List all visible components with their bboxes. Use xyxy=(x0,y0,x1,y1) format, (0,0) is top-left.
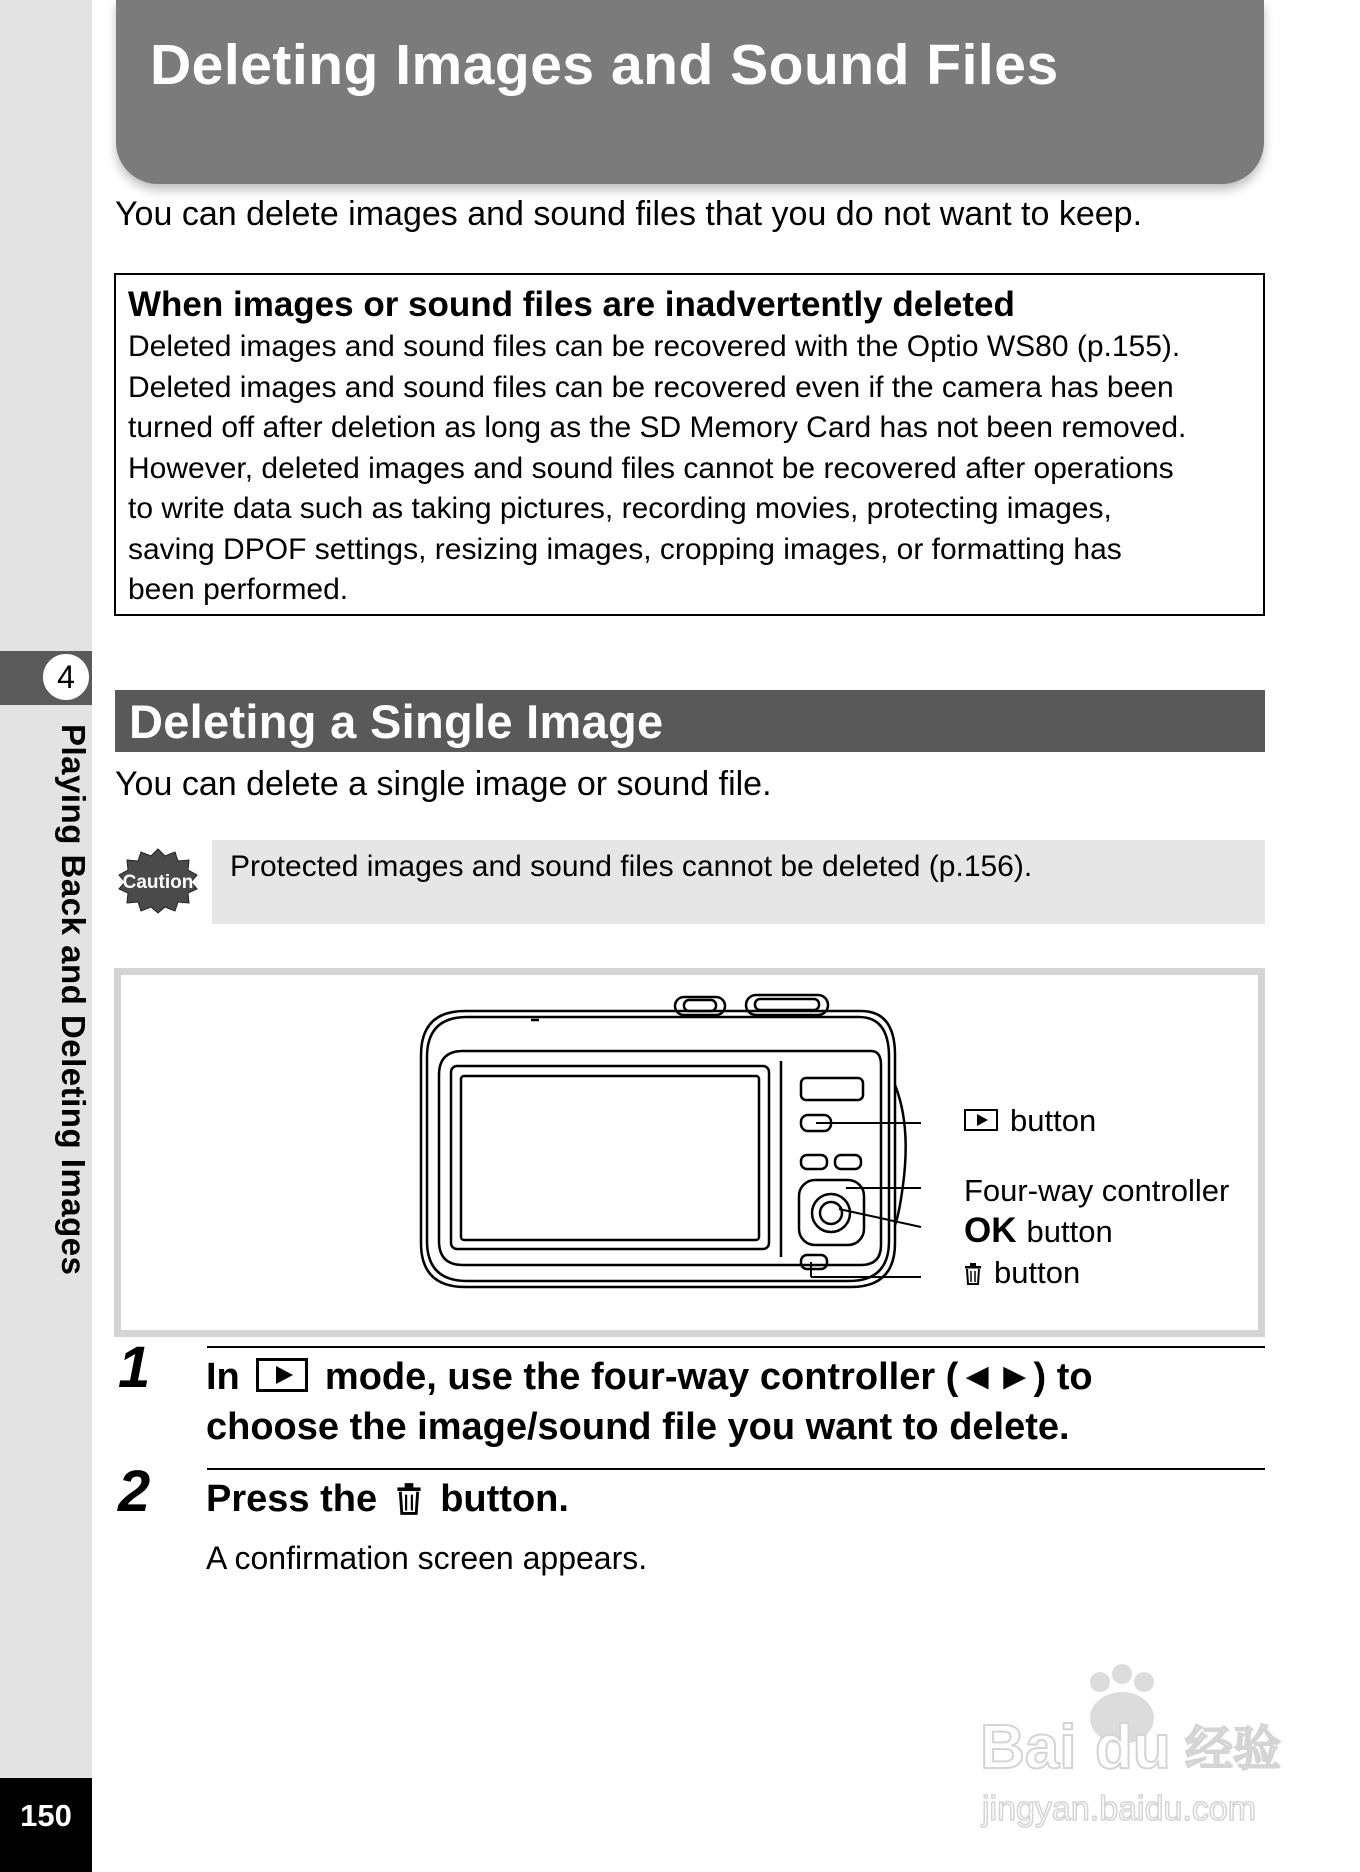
baidu-watermark xyxy=(960,1660,1300,1835)
info-line: been performed. xyxy=(128,573,349,606)
callout-trash: button xyxy=(964,1255,1080,1291)
caution-box xyxy=(212,840,1265,924)
info-line: turned off after deletion as long as the SD Memory Card has not been removed. xyxy=(128,411,1187,444)
info-line: However, deleted images and sound files cannot be recovered after operations xyxy=(128,451,1174,485)
playback-icon xyxy=(964,1109,998,1131)
info-box xyxy=(114,273,1265,616)
chapter-number: 4 xyxy=(40,651,92,703)
info-line: Deleted images and sound files can be recovered even if the camera has been xyxy=(128,370,1174,404)
svg-text:经验: 经验 xyxy=(1185,1721,1282,1777)
section-title: Deleting a Single Image xyxy=(129,695,664,748)
section-intro: You can delete a single image or sound file. xyxy=(115,765,772,803)
section-bar xyxy=(115,690,1265,752)
caution-text: Protected images and sound files cannot be deleted (p.156). xyxy=(230,850,1033,883)
info-line: Deleted images and sound files can be recovered with the Optio WS80 (p.155). xyxy=(128,330,1181,363)
info-heading: When images or sound files are inadvertently deleted xyxy=(128,285,1015,324)
ok-label: OK xyxy=(964,1211,1017,1250)
playback-icon xyxy=(256,1358,308,1392)
info-line: to write data such as taking pictures, recording movies, protecting images, xyxy=(128,492,1112,525)
step-1-text: In mode, use the four-way controller (◄►) to choose the image/sound file you want to delete. xyxy=(206,1356,1093,1448)
caution-icon xyxy=(117,848,199,914)
svg-text:Bai: Bai xyxy=(980,1713,1077,1782)
page-number: 150 xyxy=(0,1778,92,1872)
trash-icon xyxy=(964,1263,982,1285)
info-line: saving DPOF settings, resizing images, cropping images, or formatting has xyxy=(128,532,1122,566)
callout-four-way: Four-way controller xyxy=(964,1173,1230,1208)
step-1-rule xyxy=(207,1346,1265,1348)
camera-illustration xyxy=(121,975,1258,1330)
trash-icon xyxy=(396,1483,422,1515)
chapter-title: Playing Back and Deleting Images xyxy=(55,724,92,1276)
intro-text: You can delete images and sound files that you do not want to keep. xyxy=(115,195,1143,233)
svg-text:jingyan.baidu.com: jingyan.baidu.com xyxy=(982,1790,1257,1828)
step-2-text: Press the button. xyxy=(206,1478,569,1520)
callout-playback: button xyxy=(964,1103,1096,1139)
step-2-number: 2 xyxy=(118,1459,151,1524)
svg-text:du: du xyxy=(1095,1713,1171,1782)
caution-label: Caution xyxy=(122,872,194,893)
step-1-number: 1 xyxy=(118,1335,151,1400)
callout-ok: OK button xyxy=(964,1211,1113,1250)
step-2-rule xyxy=(207,1468,1265,1470)
page-title: Deleting Images and Sound Files xyxy=(150,33,1059,97)
info-body xyxy=(128,327,1251,611)
step-2-subtext: A confirmation screen appears. xyxy=(206,1540,648,1576)
camera-figure xyxy=(114,968,1265,1337)
